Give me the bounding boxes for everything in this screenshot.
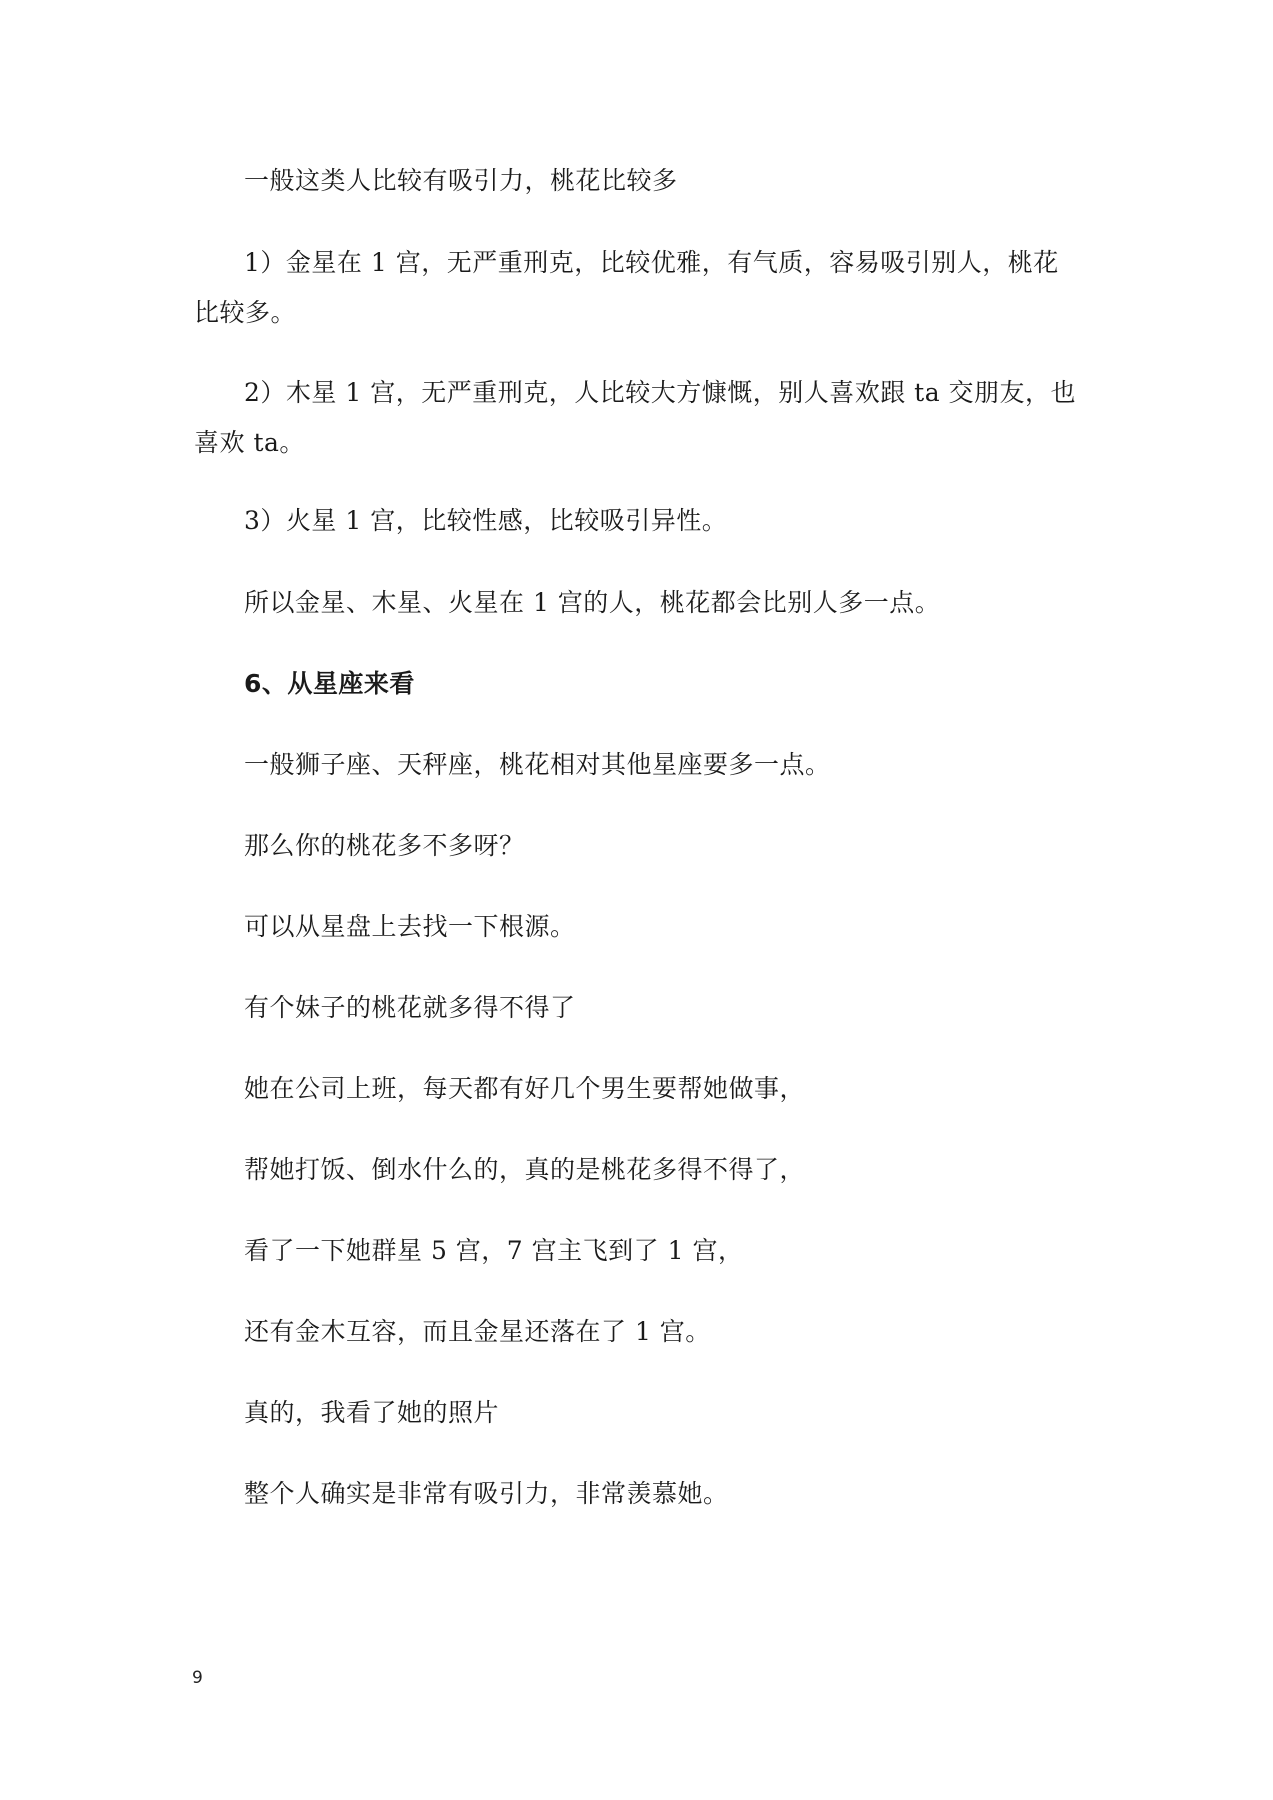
paragraph-story-1: 有个妹子的桃花就多得不得了	[244, 993, 576, 1022]
paragraph-mars: 3）火星 1 宫，比较性感，比较吸引异性。	[244, 506, 728, 535]
paragraph-venus: 1）金星在 1 宫，无严重刑克，比较优雅，有气质，容易吸引别人，桃花比较多。	[194, 248, 1059, 327]
paragraph-summary: 所以金星、木星、火星在 1 宫的人，桃花都会比别人多一点。	[244, 588, 941, 617]
paragraph-signs: 一般狮子座、天秤座，桃花相对其他星座要多一点。	[244, 750, 831, 779]
paragraph-story-7: 整个人确实是非常有吸引力，非常羡慕她。	[244, 1479, 729, 1508]
paragraph-story-4: 看了一下她群星 5 宫，7 宫主飞到了 1 宫，	[244, 1236, 744, 1265]
paragraph-question: 那么你的桃花多不多呀？	[244, 831, 525, 860]
paragraph-chart-source: 可以从星盘上去找一下根源。	[244, 912, 576, 941]
page-number: 9	[192, 1668, 203, 1688]
paragraph-story-5: 还有金木互容，而且金星还落在了 1 宫。	[244, 1317, 711, 1346]
paragraph-intro: 一般这类人比较有吸引力，桃花比较多	[244, 166, 678, 195]
section-heading: 6、从星座来看	[244, 669, 415, 698]
paragraph-jupiter: 2）木星 1 宫，无严重刑克，人比较大方慷慨，别人喜欢跟 ta 交朋友，也喜欢 ta。	[194, 378, 1077, 457]
paragraph-story-2: 她在公司上班，每天都有好几个男生要帮她做事，	[244, 1074, 806, 1103]
paragraph-story-3: 帮她打饭、倒水什么的，真的是桃花多得不得了，	[244, 1155, 806, 1184]
paragraph-story-6: 真的，我看了她的照片	[244, 1398, 500, 1427]
